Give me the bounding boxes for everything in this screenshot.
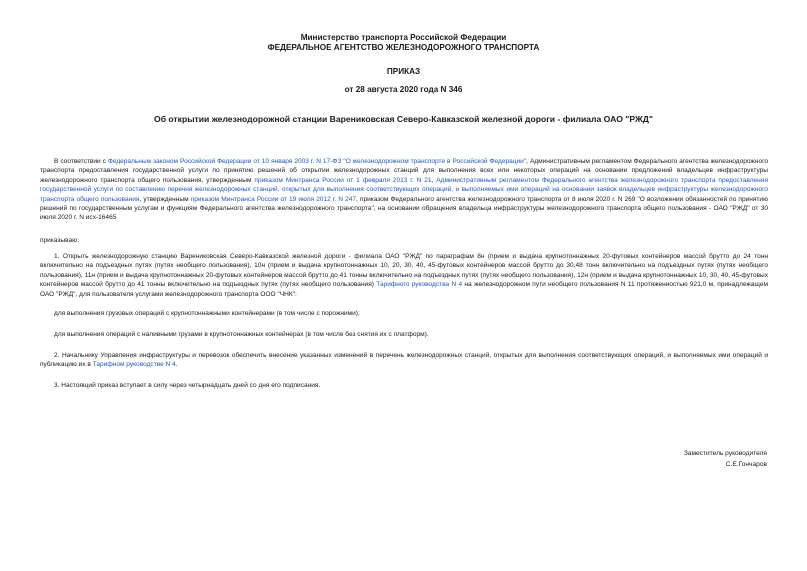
order-item-3: 3. Настоящий приказ вступает в силу через четырнадцать дней со дня его подписания. — [54, 382, 321, 389]
doc-date-number: от 28 августа 2020 года N 346 — [344, 85, 463, 94]
item-text: на железнодорожном пути необщего пользования N 11 протяженностью 921,0 м, принадлежащем ОАО "РЖД", для пользователя услугами железнодорожного транспорта ООО "ЧНК": — [40, 281, 768, 298]
item-text: . — [175, 361, 178, 369]
preamble-paragraph — [40, 157, 768, 223]
preamble-text: , Административным регламентом Федерального агентства железнодорожного транспорта предоставления государственной услуги по принятию решений об открытии железнодорожных станций для выполнения всех или некоторых операций на основании предложений владельцев инфраструктуры железнодорожного транспорта общего пользования — [40, 158, 768, 184]
doc-title: Об открытии железнодорожной станции Варениковская Северо-Кавказской железной дороги - филиала ОАО "РЖД" — [154, 114, 653, 124]
order-item-2 — [40, 351, 768, 370]
link-tariff-guide-4[interactable]: Тарифного руководства N 4 — [376, 281, 463, 289]
link-order-247[interactable]: приказом Минтранса России от 19 июля 2012 г. N 247 — [190, 195, 357, 203]
link-tariff-guide-4-publication[interactable]: Тарифном руководстве N 4 — [92, 361, 176, 369]
link-admin-regulation[interactable]: Административным регламентом Федерального агентства железнодорожного транспорта предоставления государственной услуги по составлению перечня железнодорожных станций, открытых для выполнения соответствующих операций, и выполняемых ими операций на основании заявок владельцев инфраструктуры железнодорожного транспорта общего пользования — [40, 176, 768, 203]
item-text: 1. Открыть железнодорожную станцию Варениковская Северо-Кавказской железной дороги - филиала ОАО "РЖД" по параграфам 8н (прием и выдача крупнотоннажных 20-футовых контейнеров массой брутто до 24 тонн включительно на подъездных путях (путях необщего пользования), 10н (прием и выдача крупнотоннажных 10, 20, 30, 40, 45-футовых контейнеров массой брутто до 30,48 тонн включительно на подъездных путях (путях необщего пользования), 11н (прием и выдача крупнотоннажных 20-футовых контейнеров массой брутто до 41 тонны включительно на подъездных путях (путях необщего пользования), 12н (прием и выдача крупнотоннажных 10, 30, 40, 45-футовых контейнеров массой брутто до 41 тонны включительно на подъездных путях (путях необщего пользования) — [40, 253, 768, 289]
signature-name: С.Е.Гончаров — [725, 461, 767, 468]
sub-item-2: для выполнения операций с наливными грузами в крупнотоннажных контейнерах (в том числе без снятия их с платформ). — [54, 331, 429, 338]
ministry-name: Министерство транспорта Российской Федерации — [300, 33, 507, 42]
sub-item-1: для выполнения грузовых операций с крупнотоннажными контейнерами (в том числе с порожними); — [54, 310, 360, 317]
prikazyvayu-label: приказываю: — [40, 237, 79, 244]
preamble-text: , утвержденным — [201, 176, 255, 184]
link-federal-law[interactable]: Федеральным законом Российской Федерации от 10 января 2003 г. N 17-ФЗ "О железнодорожном транспорте в Российской Федерации" — [107, 158, 527, 165]
link-order-21[interactable]: приказом Минтранса России от 1 февраля 2013 г. N 21 — [254, 176, 432, 184]
preamble-text: , приказом Федерального агентства железнодорожного транспорта от 8 июля 2020 г. N 269 "О возложении обязанностей по принятию решений по государственным услугам и функциям Федерального агентства железнодорожного транспорта", на основании обращения владельца инфраструктуры железнодорожного транспорта общего пользования - ОАО "РЖД" от 30 июля 2020 г. N исх-16465 — [40, 195, 768, 222]
agency-name: ФЕДЕРАЛЬНОЕ АГЕНТСТВО ЖЕЛЕЗНОДОРОЖНОГО ТРАНСПОРТА — [267, 43, 540, 52]
preamble-text: В соответствии с — [54, 158, 108, 165]
signature-position: Заместитель руководителя — [683, 450, 767, 457]
order-item-1 — [40, 252, 768, 299]
preamble-text: , утвержденным — [139, 195, 191, 203]
doc-type: ПРИКАЗ — [386, 67, 421, 76]
item-text: 2. Начальнику Управления инфраструктуры и перевозок обеспечить внесение указанных изменений в перечень железнодорожных станций, открытых для выполнения соответствующих операций, и выполняемых ими операций и публикацию их в — [40, 352, 768, 369]
preamble-text: , — [431, 176, 437, 184]
